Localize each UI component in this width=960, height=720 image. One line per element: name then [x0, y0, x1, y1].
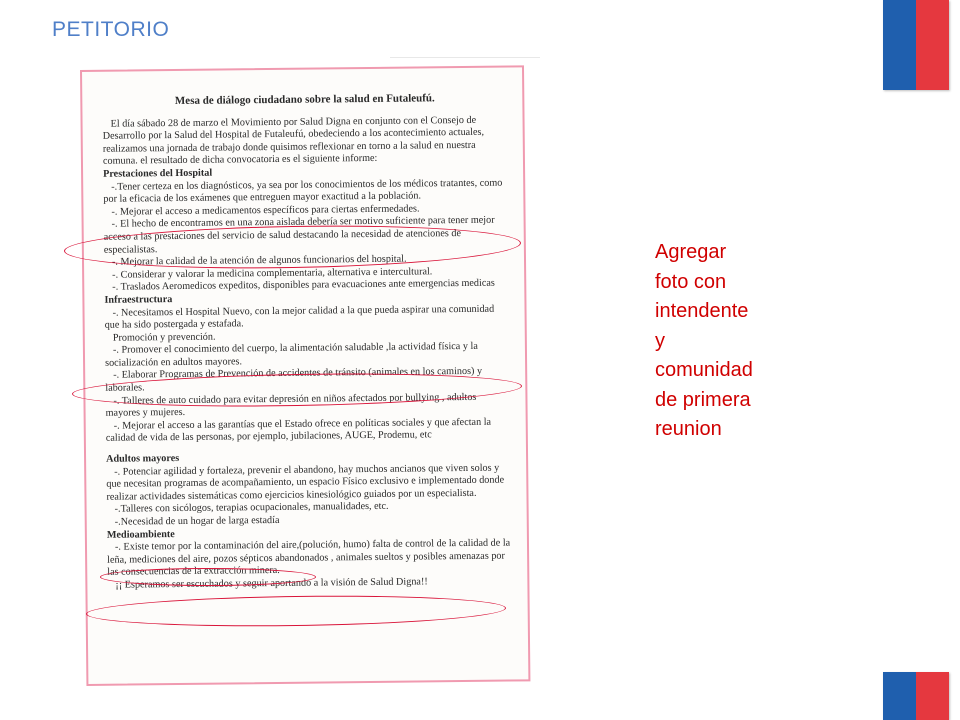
list-item: Promoción y prevención. — [112, 331, 216, 344]
list-item: -.Tener certeza en los diagnósticos, ya sea por los conocimientos de los médicos tratantes, como por la eficacia de los exámenes que entreguen mayor exactitud a la población. — [103, 177, 503, 205]
flag-decoration-bottom — [883, 672, 949, 720]
note-line: de primera — [655, 388, 751, 411]
list-item: -. Considerar y valorar la medicina complementaria, alternativa e intercultural. — [112, 266, 433, 281]
note-text — [655, 238, 795, 445]
section-title: Prestaciones del Hospital — [103, 167, 213, 180]
list-item: -. Elaborar Programas de Prevención de accidentes de tránsito (animales en los caminos) y laborales. — [105, 366, 483, 394]
slide-title: PETITORIO — [52, 18, 170, 41]
note-line: intendente — [655, 300, 749, 322]
list-item: -. El hecho de encontramos en una zona aislada debería ser motivo suficiente para tener mejor acceso a las prestaciones del servicio de salud destacando la necesidad de atenciones de especialistas. — [103, 215, 495, 256]
note-line: foto con — [655, 270, 727, 293]
list-item: -. Mejorar el acceso a las garantías que el Estado ofrece en políticas sociales y que afectan la calidad de vida de las personas, por ejemplo, jubilaciones, AUGE, Prodemu, etc — [105, 416, 492, 445]
note-line: reunion — [655, 418, 722, 440]
section-title: Infraestructura — [104, 293, 173, 306]
list-item: -. Talleres de auto cuidado para evitar depresión en niños afectados por bullying , adultos mayores y mujeres. — [105, 391, 477, 420]
list-item: ¡¡ Esperamos ser escuchados y seguir aportando a la visión de Salud Digna!! — [115, 576, 428, 591]
section-title: Adultos mayores — [106, 453, 180, 465]
list-item: -. Potenciar agilidad y fortaleza, prevenir el abandono, hay muchos ancianos que viven solos y que necesitan programas de acompañamiento, un espacio Físico exclusivo e implementado donde realizar actividades sistemáticas como ejercicios kinesiológico guiados por un especialista. — [106, 462, 505, 503]
flag-red-stripe — [916, 0, 949, 90]
list-item: -. Necesitamos el Hospital Nuevo, con la mejor calidad a la que pueda aspirar una comunidad que ha sido postergada y estafada. — [104, 303, 495, 331]
list-item: -. Existe temor por la contaminación del aire,(polución, humo) falta de control de la calidad de la leña, mediciones del aire, pozos sépticos abandonados , animales sueltos y posibles amenazas por las consecuencias de la extracción minera. — [107, 537, 511, 579]
note-line: y — [655, 329, 665, 352]
flag-decoration-top — [883, 0, 949, 90]
list-item: -.Talleres con sicólogos, terapias ocupacionales, manualidades, etc. — [114, 501, 389, 516]
note-line: Agregar — [655, 241, 727, 263]
section-title: Medioambiente — [106, 528, 175, 541]
document-intro: El día sábado 28 de marzo el Movimiento por Salud Digna en conjunto con el Consejo de Desarrollo por la Salud del Hospital de Futaleufú, obedeciendo a los acontecimiento actuales, realizamos una jornada de trabajo donde quisimos reflexionar en torno a la salud en nuestra comuna. el resultado de dicha convocatoria es el siguiente informe: — [102, 114, 485, 168]
flag-blue-stripe — [883, 672, 916, 720]
list-item: -.Necesidad de un hogar de larga estadía — [114, 514, 280, 528]
note-line: comunidad — [655, 359, 753, 381]
flag-blue-stripe — [883, 0, 916, 90]
list-item: -. Mejorar el acceso a medicamentos específicos para ciertas enfermedades. — [111, 203, 420, 218]
list-item: -. Traslados Aeromedicos expeditos, disponibles para evacuaciones ante emergencias medicas — [112, 277, 495, 293]
document-heading: Mesa de diálogo ciudadano sobre la salud en Futaleufú. — [174, 92, 435, 108]
list-item: -. Mejorar la calidad de la atención de algunos funcionarios del hospital. — [111, 253, 407, 268]
list-item: -. Promover el conocimiento del cuerpo, la alimentación saludable ,la actividad física y la socialización en adultos mayores. — [105, 341, 478, 369]
annotation-circle — [100, 568, 316, 586]
flag-red-stripe — [916, 672, 949, 720]
document-body — [102, 92, 512, 593]
scanned-document-image — [72, 56, 542, 686]
